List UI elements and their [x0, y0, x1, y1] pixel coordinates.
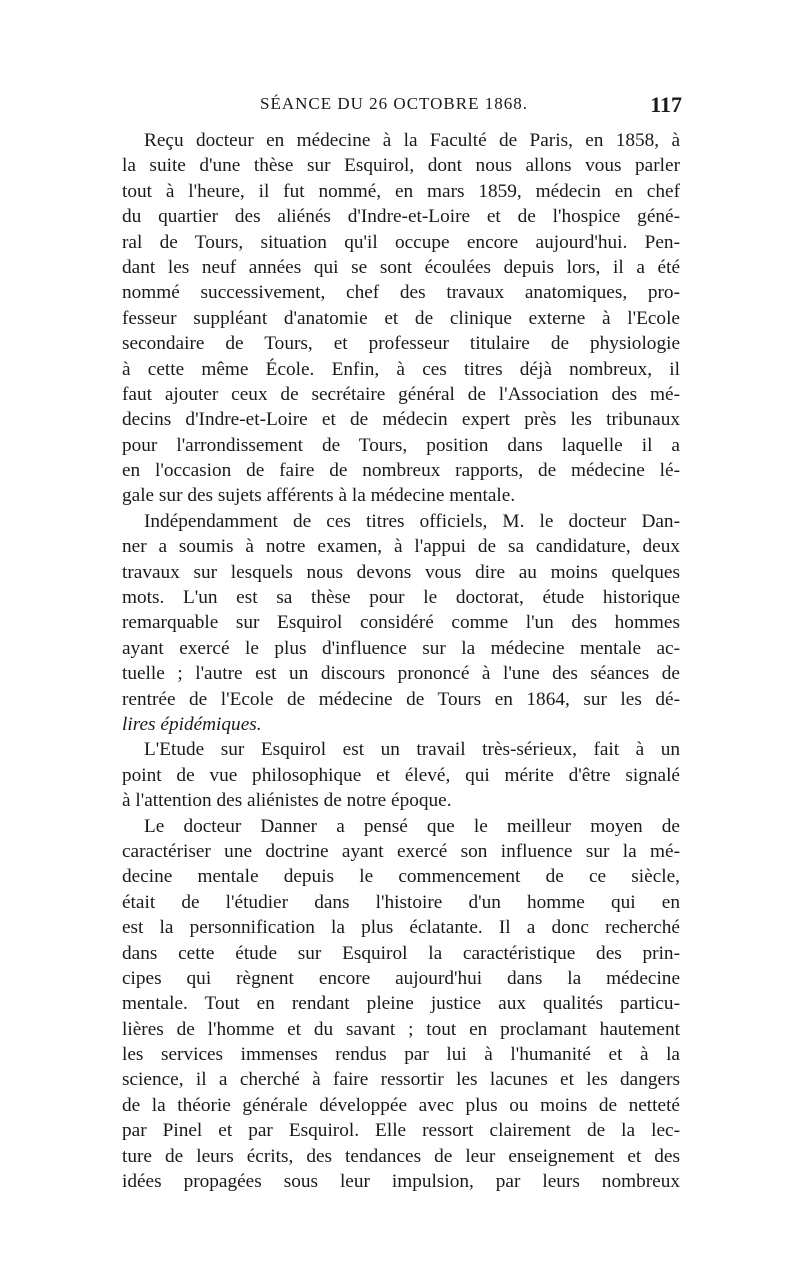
text-line: decine mentale depuis le commencement de ce siècle, [122, 866, 680, 888]
text-line: à cette même École. Enfin, à ces titres déjà nombreux, il [122, 358, 680, 380]
text-line: rentrée de l'Ecole de médecine de Tours en 1864, sur les dé- [122, 688, 680, 710]
text-line: nommé successivement, chef des travaux anatomiques, pro- [122, 282, 680, 304]
text-line: ner a soumis à notre examen, à l'appui de sa candidature, deux [122, 536, 680, 558]
text-line: à l'attention des aliénistes de notre époque. [122, 790, 452, 812]
text-line: de la théorie générale développée avec plus ou moins de netteté [122, 1094, 680, 1116]
text-line: point de vue philosophique et élevé, qui mérite d'être signalé [122, 764, 680, 786]
text-line: mots. L'un est sa thèse pour le doctorat, étude historique [122, 587, 680, 609]
text-line: decins d'Indre-et-Loire et de médecin expert près les tribunaux [122, 409, 680, 431]
text-line: les services immenses rendus par lui à l'humanité et à la [122, 1044, 680, 1066]
text-line: remarquable sur Esquirol considéré comme l'un des hommes [122, 612, 680, 634]
text-line: idées propagées sous leur impulsion, par leurs nombreux [122, 1171, 680, 1193]
text-line: science, il a cherché à faire ressortir les lacunes et les dangers [122, 1069, 680, 1091]
page-header [122, 92, 682, 122]
text-line: en l'occasion de faire de nombreux rapports, de médecine lé- [122, 460, 680, 482]
text-line: gale sur des sujets afférents à la médecine mentale. [122, 485, 516, 507]
text-line: lières de l'homme et du savant ; tout en proclamant hautement [122, 1018, 680, 1040]
text-line: Reçu docteur en médecine à la Faculté de Paris, en 1858, à [144, 130, 680, 151]
text-line: était de l'étudier dans l'histoire d'un homme qui en [122, 891, 680, 913]
text-line: caractériser une doctrine ayant exercé son influence sur la mé- [122, 840, 680, 862]
text-line: dans cette étude sur Esquirol la caractéristique des prin- [122, 942, 680, 964]
text-line: tuelle ; l'autre est un discours prononcé à l'une des séances de [122, 663, 680, 685]
running-head: SÉANCE DU 26 OCTOBRE 1868. [260, 94, 528, 113]
text-line: pour l'arrondissement de Tours, position dans laquelle il a [122, 434, 680, 456]
text-line: ayant exercé le plus d'influence sur la médecine mentale ac- [122, 637, 680, 659]
text-line: faut ajouter ceux de secrétaire général de l'Association des mé- [122, 383, 680, 405]
text-line: ture de leurs écrits, des tendances de leur enseignement et des [122, 1145, 680, 1167]
text-line: par Pinel et par Esquirol. Elle ressort clairement de la lec- [122, 1120, 680, 1142]
text-line: cipes qui règnent encore aujourd'hui dans la médecine [122, 967, 680, 989]
page-number: 117 [650, 92, 682, 117]
body-text [122, 128, 680, 1194]
text-line: travaux sur lesquels nous devons vous dire au moins quelques [122, 561, 680, 583]
text-line: L'Etude sur Esquirol est un travail très-sérieux, fait à un [144, 739, 680, 761]
text-line: du quartier des aliénés d'Indre-et-Loire et de l'hospice géné- [122, 206, 680, 228]
text-line: ral de Tours, situation qu'il occupe encore aujourd'hui. Pen- [122, 231, 680, 253]
text-line: secondaire de Tours, et professeur titulaire de physiologie [122, 333, 680, 355]
text-line: est la personnification la plus éclatante. Il a donc recherché [122, 917, 680, 939]
text-line: Le docteur Danner a pensé que le meilleur moyen de [144, 815, 680, 837]
text-line: dant les neuf années qui se sont écoulées depuis lors, il a été [122, 256, 680, 278]
text-line: la suite d'une thèse sur Esquirol, dont nous allons vous parler [122, 155, 680, 177]
text-line: fesseur suppléant d'anatomie et de clinique externe à l'Ecole [122, 307, 680, 329]
text-line: tout à l'heure, il fut nommé, en mars 1859, médecin en chef [122, 180, 680, 202]
text-line: mentale. Tout en rendant pleine justice aux qualités particu- [122, 993, 680, 1015]
text-line: Indépendamment de ces titres officiels, M. le docteur Dan- [144, 510, 680, 532]
text-line: lires épidémiques. [122, 713, 262, 735]
